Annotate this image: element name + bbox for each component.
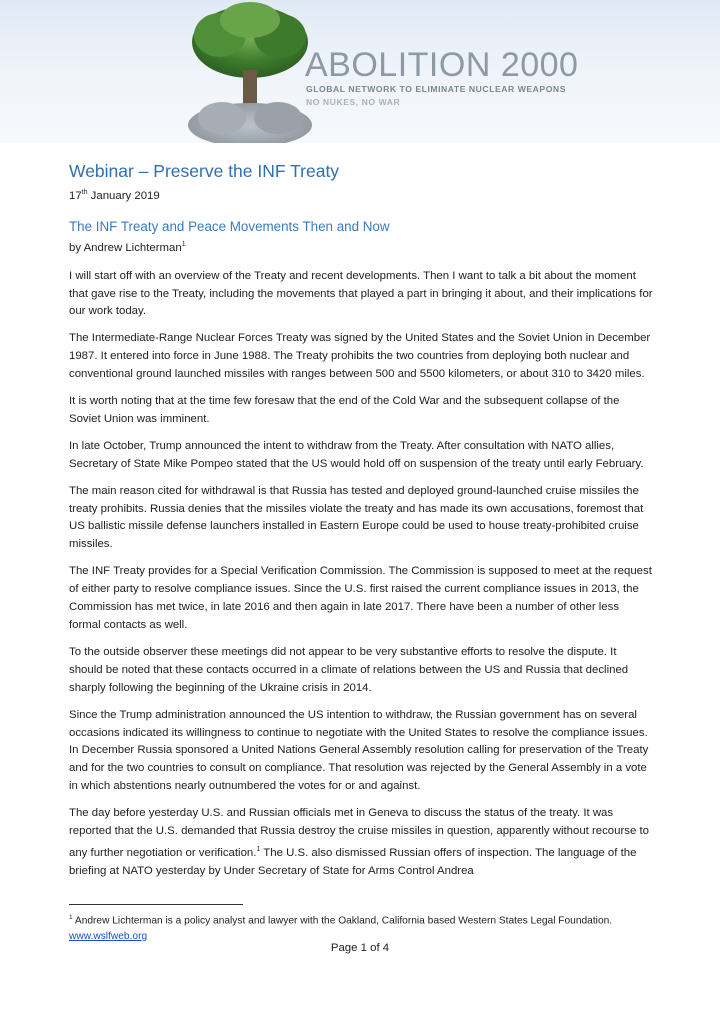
paragraph-5: The main reason cited for withdrawal is that Russia has tested and deployed ground-launched cruise missiles the treaty prohibits. Russia denies that the missiles violate the treaty and has made its own accusations, foremost that US ballistic missile defense launchers installed in Eastern Europe could be used to house treaty-prohibited cruise missiles. xyxy=(69,484,644,551)
footnote-ref[interactable]: 1 xyxy=(256,845,261,853)
footnote-link[interactable]: www.wslfweb.org xyxy=(69,930,148,942)
date-month-year: January 2019 xyxy=(87,189,160,202)
document-date xyxy=(69,185,653,204)
logo-title: ABOLITION 2000 xyxy=(305,46,579,84)
date-suffix: th xyxy=(81,189,88,196)
page-number: Page 1 of 4 xyxy=(330,942,390,954)
paragraph-2: The Intermediate-Range Nuclear Forces Treaty was signed by the United States and the Soviet Union in December 1987. It entered into force in June 1988. The Treaty prohibits the two countries from deploying both nuclear and conventional ground launched missiles with ranges between 500 and 5500 kilometers, or about 310 to 3420 miles. xyxy=(69,332,651,381)
footnote-number: 1 xyxy=(69,914,73,921)
footnote-text: Andrew Lichterman is a policy analyst and lawyer with the Oakland, California based Western States Legal Foundation. xyxy=(72,915,613,927)
date-day: 17 xyxy=(69,189,82,202)
paragraph-3: It is worth noting that at the time few foresaw that the end of the Cold War and the subsequent collapse of the Soviet Union was imminent. xyxy=(69,395,620,425)
logo-subtitle: GLOBAL NETWORK TO ELIMINATE NUCLEAR WEAPONS xyxy=(306,84,566,94)
byline xyxy=(69,237,653,256)
paragraph-8: Since the Trump administration announced the US intention to withdraw, the Russian government has on several occasions indicated its willingness to continue to negotiate with the United States to resolve the compliance issues. In December Russia sponsored a United Nations General Assembly resolution calling for preservation of the Treaty and for the two countries to consult on compliance. That resolution was rejected by the General Assembly in a vote in which abstentions nearly outnumbered the votes for or and against. xyxy=(69,708,649,793)
paragraph-6: The INF Treaty provides for a Special Verification Commission. The Commission is supposed to meet at the request of either party to resolve compliance issues. Since the U.S. first raised the current compliance issues in 2013, the Commission has met twice, in late 2016 and then again in late 2017. There have been a number of other less formal contacts as well. xyxy=(69,565,652,631)
header-banner xyxy=(0,0,720,143)
tree-mushroom-cloud-logo-icon xyxy=(180,0,320,143)
document-body xyxy=(69,160,653,881)
paragraph-9-text-b: The U.S. also dismissed Russian offers of inspection. The language of the briefing at NATO yesterday by Under Secretary of State for Arms Control Andrea xyxy=(69,846,637,877)
footnote-separator xyxy=(69,904,243,905)
paragraph-1: I will start off with an overview of the Treaty and recent developments. Then I want to talk a bit about the moment that gave rise to the Treaty, including the movements that played a part in bringing it about, and their implications for our work today. xyxy=(69,269,653,318)
paragraph-7: To the outside observer these meetings did not appear to be very substantive efforts to resolve the dispute. It should be noted that these contacts occurred in a climate of relations between the US and Russia that declined sharply following the beginning of the Ukraine crisis in 2014. xyxy=(69,645,629,694)
paragraph-9-text-a: The day before yesterday U.S. and Russian officials met in Geneva to discuss the status of the treaty. It was reported that the U.S. demanded that Russia destroy the cruise missiles in question, apparently without recourse to any further negotiation or verification. xyxy=(69,807,649,859)
paragraph-9 xyxy=(69,805,653,880)
footnote-ref[interactable]: 1 xyxy=(181,240,186,248)
byline-text: by Andrew Lichterman xyxy=(69,241,182,254)
footnote xyxy=(69,910,653,944)
section-title: The INF Treaty and Peace Movements Then and Now xyxy=(69,218,390,234)
paragraph-4: In late October, Trump announced the intent to withdraw from the Treaty. After consultation with NATO allies, Secretary of State Mike Pompeo stated that the US would hold off on suspension of the treaty until early February. xyxy=(69,439,644,470)
logo-tagline: NO NUKES, NO WAR xyxy=(306,97,401,107)
document-title: Webinar – Preserve the INF Treaty xyxy=(69,161,340,181)
